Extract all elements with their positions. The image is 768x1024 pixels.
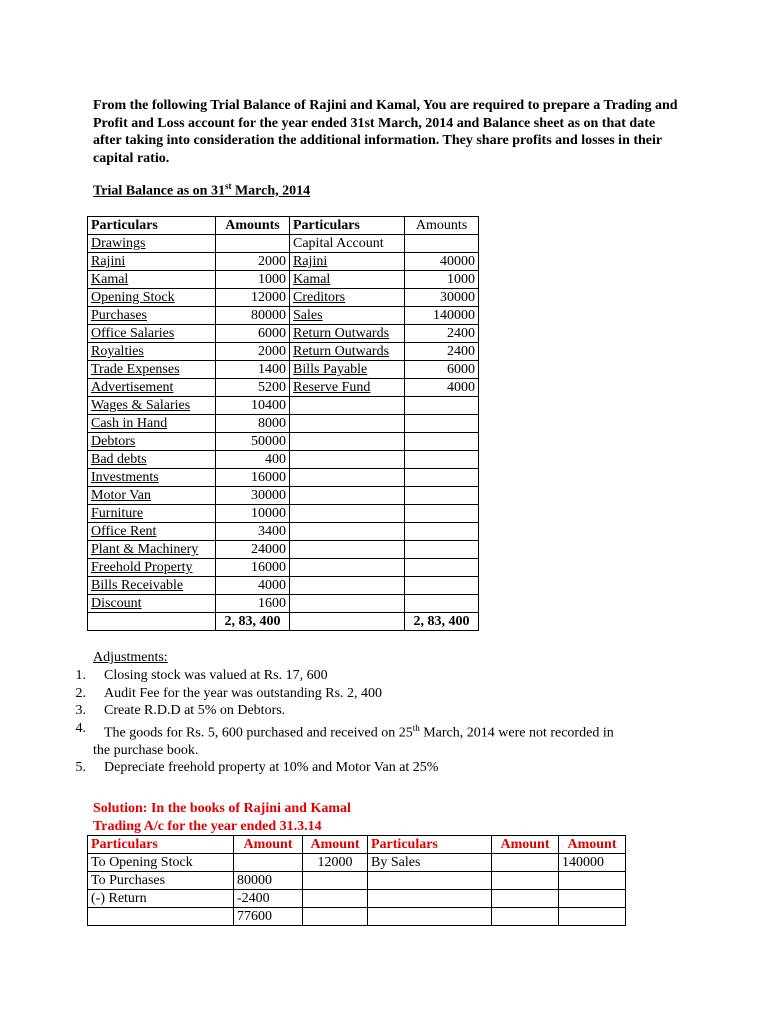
- table-row: [88, 271, 479, 289]
- debit-particular: Office Rent: [88, 523, 216, 541]
- credit-amount: 2400: [405, 325, 479, 343]
- debit-particular: Office Salaries: [88, 325, 216, 343]
- debit-particular: Motor Van: [88, 487, 216, 505]
- total-right: 2, 83, 400: [405, 613, 479, 631]
- table-row: [88, 559, 479, 577]
- solution-line-2: Trading A/c for the year ended 31.3.14: [93, 818, 322, 834]
- credit-inner-amount: [492, 890, 559, 908]
- debit-amount: 1600: [216, 595, 290, 613]
- debit-inner-amount: -2400: [234, 890, 303, 908]
- trading-account-table: [87, 835, 626, 926]
- debit-inner-amount: [234, 854, 303, 872]
- table-header-row: [88, 836, 626, 854]
- table-row: [88, 415, 479, 433]
- credit-particular: [290, 505, 405, 523]
- debit-amount: 1000: [216, 271, 290, 289]
- header-amount: Amount: [234, 836, 303, 854]
- credit-particular: Rajini: [290, 253, 405, 271]
- item-sup: th: [412, 722, 420, 733]
- debit-particular: Kamal: [88, 271, 216, 289]
- debit-particular: Furniture: [88, 505, 216, 523]
- credit-particular: [368, 908, 492, 926]
- credit-particular: By Sales: [368, 854, 492, 872]
- debit-particular: To Purchases: [88, 872, 234, 890]
- credit-particular: Capital Account: [290, 235, 405, 253]
- item-text: Create R.D.D at 5% on Debtors.: [104, 703, 286, 718]
- item-text: Depreciate freehold property at 10% and Motor Van at 25%: [104, 760, 439, 776]
- table-row: [88, 307, 479, 325]
- total-blank: [88, 613, 216, 631]
- debit-particular: Debtors: [88, 433, 216, 451]
- debit-particular: Rajini: [88, 253, 216, 271]
- table-row: [88, 854, 626, 872]
- list-item: [66, 685, 686, 703]
- credit-amount: [559, 872, 626, 890]
- solution-heading: [93, 800, 351, 835]
- debit-particular: To Opening Stock: [88, 854, 234, 872]
- list-item: [66, 702, 686, 720]
- header-amounts: Amounts: [216, 217, 290, 235]
- debit-inner-amount: 80000: [234, 872, 303, 890]
- debit-particular: Plant & Machinery: [88, 541, 216, 559]
- debit-amount: 8000: [216, 415, 290, 433]
- tb-title-date: March, 2014: [231, 183, 311, 199]
- item-text-cont: March, 2014 were not recorded in: [419, 725, 614, 741]
- credit-amount: [405, 505, 479, 523]
- table-row: [88, 872, 626, 890]
- debit-amount: 6000: [216, 325, 290, 343]
- credit-particular: [368, 872, 492, 890]
- problem-statement: From the following Trial Balance of Rajini and Kamal, You are required to prepare a Trading and Profit and Loss account for the year ended 31st March, 2014 and Balance sheet as on that date after taking into consideration the additional information. They share profits and losses in their capital ratio.: [93, 98, 678, 166]
- debit-particular: Bills Receivable: [88, 577, 216, 595]
- debit-amount: 5200: [216, 379, 290, 397]
- credit-amount: [405, 397, 479, 415]
- debit-particular: (-) Return: [88, 890, 234, 908]
- credit-particular: Sales: [290, 307, 405, 325]
- header-amount: Amount: [303, 836, 368, 854]
- credit-amount: [405, 415, 479, 433]
- debit-amount: 2000: [216, 343, 290, 361]
- credit-amount: 140000: [405, 307, 479, 325]
- item-number: 3.: [75, 703, 86, 718]
- adjustments-heading: Adjustments:: [93, 650, 168, 665]
- credit-amount: [405, 541, 479, 559]
- credit-particular: [290, 595, 405, 613]
- debit-amount: [303, 908, 368, 926]
- table-row: [88, 890, 626, 908]
- tb-title-text: Trial Balance as on 31: [93, 183, 225, 199]
- table-row: [88, 523, 479, 541]
- item-text-wrap: the purchase book.: [93, 742, 199, 758]
- debit-amount: 4000: [216, 577, 290, 595]
- item-number: 5.: [75, 760, 86, 776]
- credit-particular: [290, 469, 405, 487]
- debit-particular: Royalties: [88, 343, 216, 361]
- list-item: [66, 720, 686, 760]
- debit-amount: 10400: [216, 397, 290, 415]
- debit-amount: 400: [216, 451, 290, 469]
- table-row: [88, 343, 479, 361]
- debit-amount: [216, 235, 290, 253]
- table-row: [88, 253, 479, 271]
- credit-amount: 40000: [405, 253, 479, 271]
- credit-particular: [290, 415, 405, 433]
- credit-particular: Return Outwards: [290, 325, 405, 343]
- table-row: [88, 379, 479, 397]
- list-item: [66, 667, 686, 685]
- credit-inner-amount: [492, 872, 559, 890]
- header-amount: Amount: [559, 836, 626, 854]
- credit-amount: 1000: [405, 271, 479, 289]
- debit-amount: 12000: [303, 854, 368, 872]
- table-row: [88, 541, 479, 559]
- table-row: [88, 595, 479, 613]
- item-number: 1.: [75, 668, 86, 683]
- credit-particular: [368, 890, 492, 908]
- table-row: [88, 361, 479, 379]
- trial-balance-table: [87, 216, 479, 631]
- credit-amount: [405, 469, 479, 487]
- debit-amount: 16000: [216, 559, 290, 577]
- debit-amount: 10000: [216, 505, 290, 523]
- item-number: 2.: [75, 685, 86, 701]
- debit-inner-amount: 77600: [234, 908, 303, 926]
- credit-particular: [290, 541, 405, 559]
- table-row: [88, 325, 479, 343]
- item-number: 4.: [75, 720, 86, 736]
- total-row: [88, 613, 479, 631]
- debit-particular: [88, 908, 234, 926]
- credit-particular: [290, 577, 405, 595]
- credit-particular: [290, 559, 405, 577]
- total-blank: [290, 613, 405, 631]
- debit-amount: 1400: [216, 361, 290, 379]
- credit-amount: [405, 235, 479, 253]
- table-row: [88, 235, 479, 253]
- table-row: [88, 487, 479, 505]
- table-row: [88, 505, 479, 523]
- credit-amount: [405, 577, 479, 595]
- debit-particular: Purchases: [88, 307, 216, 325]
- table-row: [88, 433, 479, 451]
- credit-amount: [559, 890, 626, 908]
- credit-amount: [405, 433, 479, 451]
- debit-particular: Bad debts: [88, 451, 216, 469]
- credit-amount: 2400: [405, 343, 479, 361]
- credit-particular: Kamal: [290, 271, 405, 289]
- table-header-row: [88, 217, 479, 235]
- header-amounts-credit: Amounts: [405, 217, 479, 235]
- table-row: [88, 451, 479, 469]
- table-row: [88, 577, 479, 595]
- debit-amount: 12000: [216, 289, 290, 307]
- credit-amount: 4000: [405, 379, 479, 397]
- credit-amount: [405, 559, 479, 577]
- total-left: 2, 83, 400: [216, 613, 290, 631]
- credit-amount: [405, 595, 479, 613]
- credit-particular: Return Outwards: [290, 343, 405, 361]
- debit-particular: Cash in Hand: [88, 415, 216, 433]
- table-row: [88, 397, 479, 415]
- credit-amount: [405, 523, 479, 541]
- table-row: [88, 908, 626, 926]
- credit-particular: [290, 397, 405, 415]
- credit-particular: [290, 433, 405, 451]
- trial-balance-title: [93, 181, 310, 200]
- item-text: Audit Fee for the year was outstanding Rs. 2, 400: [104, 685, 383, 701]
- credit-particular: [290, 523, 405, 541]
- debit-amount: [303, 872, 368, 890]
- credit-particular: [290, 451, 405, 469]
- table-row: [88, 469, 479, 487]
- list-item: [66, 759, 686, 777]
- debit-amount: 3400: [216, 523, 290, 541]
- credit-particular: [290, 487, 405, 505]
- debit-amount: 80000: [216, 307, 290, 325]
- header-particulars-credit: Particulars: [368, 836, 492, 854]
- header-particulars-credit: Particulars: [290, 217, 405, 235]
- debit-amount: 16000: [216, 469, 290, 487]
- credit-particular: Reserve Fund: [290, 379, 405, 397]
- credit-amount: 6000: [405, 361, 479, 379]
- tb-title-sup: st: [224, 181, 232, 191]
- debit-particular: Investments: [88, 469, 216, 487]
- credit-amount: [405, 487, 479, 505]
- credit-amount: 30000: [405, 289, 479, 307]
- credit-particular: Creditors: [290, 289, 405, 307]
- credit-amount: 140000: [559, 854, 626, 872]
- debit-particular: Opening Stock: [88, 289, 216, 307]
- debit-particular: Wages & Salaries: [88, 397, 216, 415]
- credit-inner-amount: [492, 908, 559, 926]
- debit-particular: Drawings: [88, 235, 216, 253]
- item-text: Closing stock was valued at Rs. 17, 600: [104, 668, 328, 683]
- credit-particular: Bills Payable: [290, 361, 405, 379]
- header-particulars: Particulars: [88, 836, 234, 854]
- debit-amount: 2000: [216, 253, 290, 271]
- debit-particular: Freehold Property: [88, 559, 216, 577]
- debit-particular: Discount: [88, 595, 216, 613]
- header-particulars: Particulars: [88, 217, 216, 235]
- solution-line-1: Solution: In the books of Rajini and Kamal: [93, 801, 351, 816]
- debit-amount: 50000: [216, 433, 290, 451]
- debit-amount: [303, 890, 368, 908]
- header-amount: Amount: [492, 836, 559, 854]
- table-row: [88, 289, 479, 307]
- debit-amount: 30000: [216, 487, 290, 505]
- credit-amount: [559, 908, 626, 926]
- item-text: The goods for Rs. 5, 600 purchased and received on 25: [104, 725, 413, 741]
- debit-particular: Trade Expenses: [88, 361, 216, 379]
- debit-amount: 24000: [216, 541, 290, 559]
- credit-amount: [405, 451, 479, 469]
- credit-inner-amount: [492, 854, 559, 872]
- adjustments-list: [66, 667, 686, 777]
- debit-particular: Advertisement: [88, 379, 216, 397]
